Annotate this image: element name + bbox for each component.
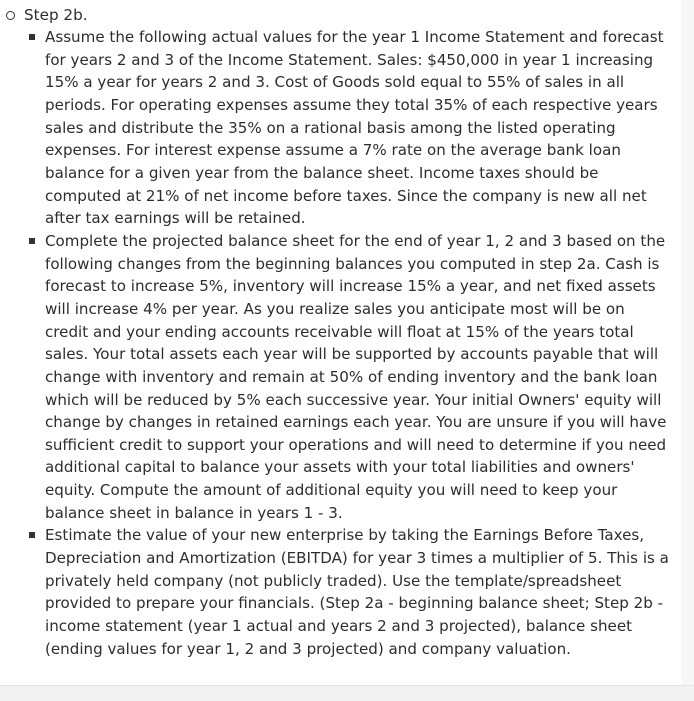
circle-bullet-icon — [6, 11, 15, 20]
list-item-income-statement — [29, 26, 669, 230]
square-bullet-icon — [29, 532, 35, 538]
list-item-text: Assume the following actual values for the year 1 Income Statement and forecast for years 2 and 3 of the Income Statement. Sales: $450,000 in year 1 increasing 15% a year for years 2 and 3. Cost of Goods sold equal to 55% of sales in all periods. For operating expenses assume they total 35% of each respective years sales and distribute the 35% on a rational basis among the listed operating expenses. For interest expense assume a 7% rate on the average bank loan balance for a given year from the balance sheet. Income taxes should be computed at 21% of net income before taxes. Since the company is new all net after tax earnings will be retained. — [45, 28, 664, 228]
square-bullet-icon — [29, 34, 35, 40]
page-margin-right — [681, 0, 694, 685]
list-item-balance-sheet — [29, 230, 669, 525]
list-item-text: Estimate the value of your new enterprise by taking the Earnings Before Taxes, Depreciation and Amortization (EBITDA) for year 3 times a multiplier of 5. This is a privately held company (not publicly traded). Use the template/spreadsheet provided to prepare your financials. (Step 2a - beginning balance sheet; Step 2b - income statement (year 1 actual and years 2 and 3 projected), balance sheet (ending values for year 1, 2 and 3 projected) and company valuation. — [45, 526, 669, 658]
instruction-list — [29, 26, 669, 660]
step-heading — [4, 4, 88, 26]
list-item-valuation — [29, 524, 669, 660]
step-title: Step 2b. — [24, 6, 88, 24]
list-item-text: Complete the projected balance sheet for the end of year 1, 2 and 3 based on the following changes from the beginning balances you computed in step 2a. Cash is forecast to increase 5%, inventory will increase 15% a year, and net fixed assets will increase 4% per year. As you realize sales you anticipate most will be on credit and your ending accounts receivable will float at 15% of the years total sales. Your total assets each year will be supported by accounts payable that will change with inventory and remain at 50% of ending inventory and the bank loan which will be reduced by 5% each successive year. Your initial Owners' equity will change by changes in retained earnings each year. You are unsure if you will have sufficient credit to support your operations and will need to determine if you need additional capital to balance your assets with your total liabilities and owners' equity. Compute the amount of additional equity you will need to keep your balance sheet in balance in years 1 - 3. — [45, 231, 667, 522]
square-bullet-icon — [29, 238, 35, 244]
page-footer-strip — [0, 685, 694, 701]
